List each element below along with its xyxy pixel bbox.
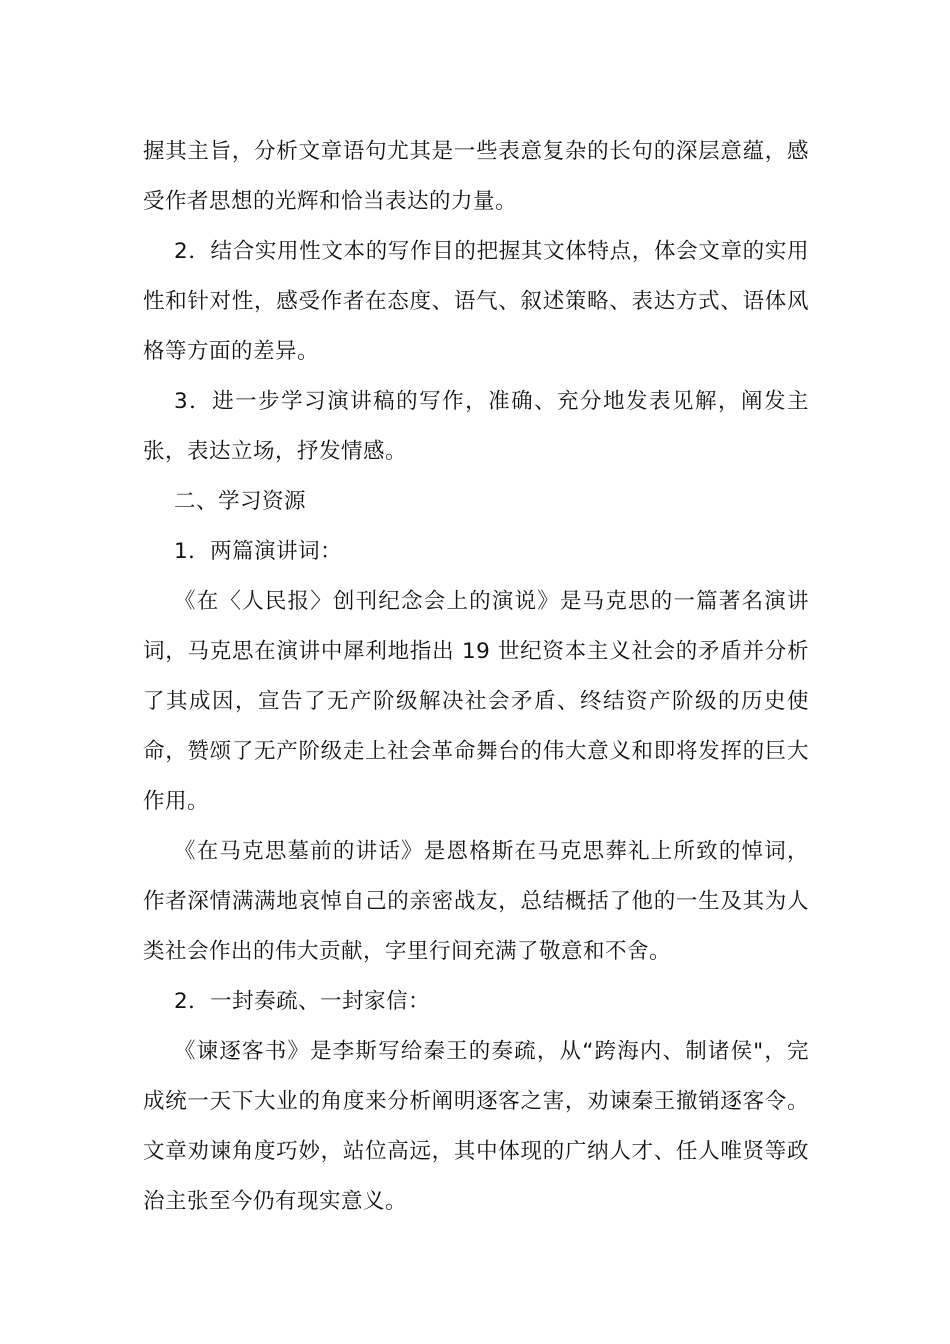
section-heading-resources: 二、学习资源 [174,489,307,514]
paragraph-continuation: 握其主旨，分析文章语句尤其是一些表意复杂的长句的深层意蕴，感受作者思想的光辉和恰当表达的力量。 [143,139,809,214]
paragraph-objective-2: 2．结合实用性文本的写作目的把握其文体特点，体会文章的实用性和针对性，感受作者在态度、语气、叙述策略、表达方式、语体风格等方面的差异。 [143,239,809,364]
subheading-memorial-letter: 2．一封奏疏、一封家信： [174,989,431,1014]
subheading-speeches: 1．两篇演讲词： [174,539,343,564]
document-body [143,127,809,1227]
paragraph-objective-3: 3．进一步学习演讲稿的写作，准确、充分地发表见解，阐发主张，表达立场，抒发情感。 [143,389,809,464]
paragraph-engels-speech: 《在马克思墓前的讲话》是恩格斯在马克思葬礼上所致的悼词，作者深情满满地哀悼自己的亲密战友，总结概括了他的一生及其为人类社会作出的伟大贡献，字里行间充满了敬意和不舍。 [143,839,809,964]
paragraph-li-si-memorial: 《谏逐客书》是李斯写给秦王的奏疏，从“跨海内、制诸侯"，完成统一天下大业的角度来分析阐明逐客之害，劝谏秦王撤销逐客令。文章劝谏角度巧妙，站位高远，其中体现的广纳人才、任人唯贤等政治主张至今仍有现实意义。 [143,1039,809,1214]
paragraph-marx-speech: 《在〈人民报〉创刊纪念会上的演说》是马克思的一篇著名演讲词，马克思在演讲中犀利地指出 19 世纪资本主义社会的矛盾并分析了其成因，宣告了无产阶级解决社会矛盾、终结资产阶级的历史使命，赞颂了无产阶级走上社会革命舞台的伟大意义和即将发挥的巨大作用。 [143,589,809,814]
